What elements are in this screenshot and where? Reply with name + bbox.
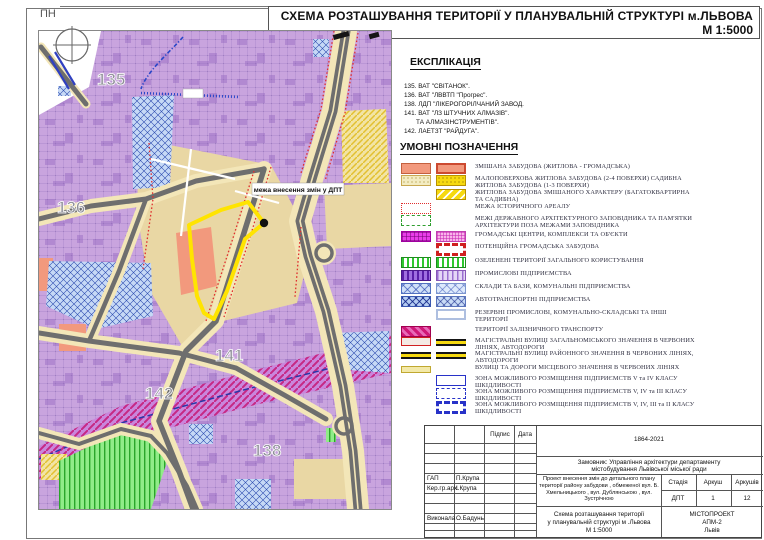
explication-item: ТА АЛМАЗІНСТРУМЕНТІВ". [416, 119, 499, 126]
legend-label: МЕЖІ ДЕРЖАВНОГО АРХІТЕКТУРНОГО ЗАПОВІДНИКА ТА ПАМ'ЯТКИ АРХІТЕКТУРИ ПОЗА МЕЖАМИ ЗАПОВІДНИКА [475, 215, 693, 229]
drawing-title2: у планувальній структурі м .Львова [547, 519, 651, 526]
legend-label: ЗОНА МОЖЛИВОГО РОЗМІЩЕННЯ ПІДПРИЄМСТВ V та IV КЛАСУ ШКІДЛИВОСТІ [475, 375, 678, 389]
legend-label: ЗОНА МОЖЛИВОГО РОЗМІЩЕННЯ ПІДПРИЄМСТВ V, IV, III та II КЛАСУ ШКІДЛИВОСТІ [475, 401, 695, 415]
sheet-scale: М 1:5000 [702, 22, 753, 37]
legend-label: ТЕРИТОРІЇ ЗАЛІЗНИЧНОГО ТРАНСПОРТУ [475, 326, 604, 333]
swatch-zone-v-iv [436, 375, 466, 386]
swatch-district-road [436, 352, 466, 359]
legend-row [398, 257, 762, 271]
explication-item: 136. ВАТ "ЛВВТП "Прогрес". [404, 92, 488, 99]
swatch-industry [401, 270, 431, 281]
legend-row [398, 215, 762, 229]
swatch-storage-light [436, 283, 466, 294]
storage-area-5 [235, 479, 271, 509]
legend-label: ЖИТЛОВА ЗАБУДОВА ЗМІШАНОГО ХАРАКТЕРУ (БАГАТОКВАРТИРНА ТА САДИБНА) [475, 189, 690, 203]
org-city: Львів [704, 527, 720, 534]
explication-heading: ЕКСПЛІКАЦІЯ [410, 56, 481, 68]
legend-label: СКЛАДИ ТА БАЗИ, КОМУНАЛЬНІ ПІДПРИЄМСТВА [475, 283, 631, 290]
sheet-title: СХЕМА РОЗТАШУВАННЯ ТЕРИТОРІЇ У ПЛАНУВАЛЬНІЙ СТРУКТУРІ м.ЛЬВОВА [280, 8, 753, 23]
org-dept: АПМ-2 [702, 519, 722, 526]
drawing-scale: М 1:5000 [585, 527, 613, 534]
swatch-industry-light [436, 270, 466, 281]
swatch-transport-enterprise [401, 296, 431, 307]
legend-label: ЗМІШАНА ЗАБУДОВА (ЖИТЛОВА - ГРОМАДСЬКА) [475, 163, 631, 170]
legend-label: МЕЖА ІСТОРИЧНОГО АРЕАЛУ [475, 203, 571, 210]
legend-heading: УМОВНІ ПОЗНАЧЕННЯ [400, 141, 519, 153]
legend-label: ЗОНА МОЖЛИВОГО РОЗМІЩЕННЯ ПІДПРИЄМСТВ V, IV та III КЛАСУ ШКІДЛИВОСТІ [475, 388, 688, 402]
legend-label: РЕЗЕРВНІ ПРОМИСЛОВІ, КОМУНАЛЬНО-СКЛАДСЬКІ ТА ІНШІ ТЕРИТОРІЇ [475, 309, 667, 323]
legend-label: МАГІСТРАЛЬНІ ВУЛИЦІ ЗАГАЛЬНОМІСЬКОГО ЗНАЧЕННЯ В ЧЕРВОНИХ ЛІНІЯХ, АВТОДОРОГИ [475, 337, 695, 351]
explication-item: 135. ВАТ "СВІТАНОК". [404, 83, 470, 90]
map-area [38, 30, 392, 510]
legend-label: ГРОМАДСЬКІ ЦЕНТРИ, КОМПЛЕКСИ ТА ОБ'ЄКТИ [475, 231, 628, 238]
swatch-green-territory-2 [436, 257, 466, 268]
role-gap: ГАП [427, 475, 439, 482]
sheet-label: Аркуш [703, 479, 723, 486]
legend-label: ВУЛИЦІ ТА ДОРОГИ МІСЦЕВОГО ЗНАЧЕННЯ В ЧЕРВОНИХ ЛІНІЯХ [475, 364, 680, 371]
small-map-label [183, 89, 203, 98]
legend-row [398, 283, 762, 297]
district-136: 136 [57, 198, 86, 217]
swatch-zone-v-iv-iii-ii [436, 401, 466, 414]
swatch-reserve-border [401, 215, 431, 226]
boundary-point [260, 219, 268, 227]
swatch-citywide-road [436, 339, 466, 346]
swatch-public-center-hatch [436, 231, 466, 242]
name-lead: І.Крупа [456, 485, 477, 492]
legend-label: АВТОТРАНСПОРТНІ ПІДПРИЄМСТВА [475, 296, 591, 303]
legend-label: МАЛОПОВЕРХОВА ЖИТЛОВА ЗАБУДОВА (2-4 ПОВЕРХИ) САДИБНА ЖИТЛОВА ЗАБУДОВА (1-3 ПОВЕРХИ) [475, 175, 682, 189]
legend-row [398, 350, 762, 364]
sheet-value: 1 [711, 495, 715, 502]
stage-label: Стадія [668, 479, 688, 486]
sheets-value: 12 [743, 495, 751, 502]
project-description: Проект внесення змін до детального плану території району забудови , обмеженої вул. Б. Хмельницького , вул. Дублянською , вул. Зустрічною [539, 476, 659, 503]
title-extension-line [60, 6, 268, 7]
swatch-mixed-solid [401, 163, 431, 174]
role-lead: Кер.гр.арх. [427, 485, 459, 492]
legend-row [398, 401, 762, 415]
swatch-mixed-outline [436, 163, 466, 174]
swatch-district-street [401, 352, 431, 359]
explication-item: 138. ЛДП "ЛІКЕРОГОРІЛЧАНИЙ ЗАВОД. [404, 101, 524, 108]
sign-header: Підпис [490, 431, 510, 438]
city-map [39, 31, 391, 509]
district-142: 142 [145, 384, 174, 403]
legend-row [398, 189, 762, 203]
swatch-mixed-housing [436, 189, 466, 200]
legend-row [398, 243, 762, 257]
swatch-public-center [401, 231, 431, 242]
legend-label: МАГІСТРАЛЬНІ ВУЛИЦІ РАЙОННОГО ЗНАЧЕННЯ В ЧЕРВОНИХ ЛІНІЯХ, АВТОДОРОГИ [475, 350, 694, 364]
legend-label: ОЗЕЛЕНЕНІ ТЕРИТОРІЇ ЗАГАЛЬНОГО КОРИСТУВАННЯ [475, 257, 644, 264]
swatch-citywide-street [401, 337, 431, 346]
storage-area-6 [313, 39, 329, 57]
legend-row [398, 337, 762, 351]
stage-value: ДПТ [671, 495, 685, 502]
swatch-lowrise [401, 175, 431, 186]
swatch-estate [436, 175, 466, 186]
sheets-label: Аркушів [735, 479, 759, 486]
district-135: 135 [97, 70, 126, 89]
district-141: 141 [215, 346, 244, 365]
swatch-reserve-industrial [436, 309, 466, 320]
role-exec: Виконала [427, 515, 456, 522]
storage-area-3 [189, 424, 213, 444]
storage-area-1 [132, 95, 174, 189]
legend-row [398, 375, 762, 389]
client-line2: містобудування Львівської міської ради [591, 466, 707, 473]
legend-row [398, 296, 762, 310]
swatch-storage [401, 283, 431, 294]
legend-row [398, 309, 762, 323]
swatch-local-street [401, 366, 431, 373]
north-label: ПН [40, 8, 56, 20]
swatch-historic-area [401, 203, 431, 214]
name-exec: О.Бадунь [456, 515, 484, 522]
swatch-green-territory [401, 257, 431, 268]
title-block [424, 425, 762, 538]
explication-item: 142. ЛАЕТЗТ "РАЙДУГА". [404, 128, 479, 135]
legend-row [398, 388, 762, 402]
swatch-potential-public [436, 243, 466, 256]
organization: МІСТОПРОЕКТ [689, 511, 735, 518]
client-line1: Замовник: Управління архітектури департаменту [577, 459, 721, 466]
explication-item: 141. ВАТ "ЛЗ ШТУЧНИХ АЛМАЗІВ". [404, 110, 510, 117]
district-138: 138 [253, 441, 282, 460]
swatch-zone-v-iv-iii [436, 388, 466, 399]
name-gap: П.Крупа [456, 475, 480, 482]
legend-row [398, 270, 762, 284]
lowrise-housing-east [341, 109, 389, 183]
legend-row [398, 175, 762, 189]
legend-label: ПОТЕНЦІЙНА ГРОМАДСЬКА ЗАБУДОВА [475, 243, 600, 250]
boundary-label: межа внесення змін у ДПТ [253, 187, 343, 194]
swatch-railway [401, 326, 431, 337]
date-header: Дата [518, 431, 532, 438]
swatch-transport-enterprise-2 [436, 296, 466, 307]
project-code: 1864-2021 [633, 436, 665, 443]
drawing-title1: Схема розташування території [553, 511, 645, 518]
legend-label: ПРОМИСЛОВІ ПІДПРИЄМСТВА [475, 270, 572, 277]
compass-icon [53, 26, 91, 64]
